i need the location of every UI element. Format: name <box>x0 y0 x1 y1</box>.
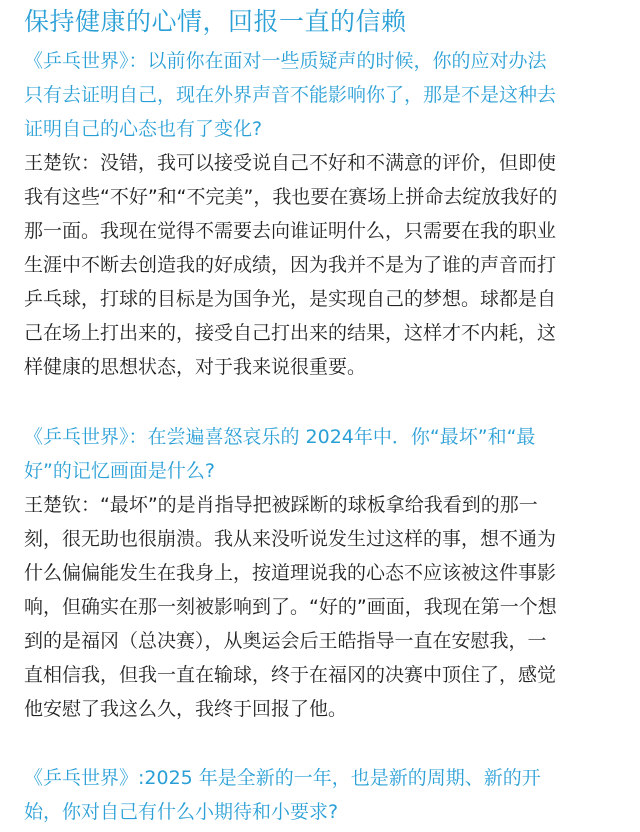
question-line: 始，你对自己有什么小期待和小要求? <box>24 801 339 823</box>
answer-line: 王楚钦：“最坏”的是肖指导把被踩断的球板拿给我看到的那一 <box>24 494 538 516</box>
answer-line: 生涯中不断去创造我的好成绩，因为我并不是为了谁的声音而打 <box>24 254 557 276</box>
answer-line: 王楚钦：没错，我可以接受说自己不好和不满意的评价，但即使 <box>24 152 557 174</box>
question-line: 证明自己的心态也有了变化? <box>24 118 263 140</box>
question-line: 好”的记忆画面是什么? <box>24 460 215 482</box>
question-line: 《乒乓世界》:2025 年是全新的一年，也是新的周期、新的开 <box>24 767 541 789</box>
question-line: 《乒乓世界》：在尝遍喜怒哀乐的 2024年中．你“最坏”和“最 <box>24 426 536 448</box>
answer-line: 响，但确实在那一刻被影响到了。“好的”画面，我现在第一个想 <box>24 596 557 618</box>
qa-section-2 <box>24 420 620 726</box>
question-1 <box>24 44 620 146</box>
question-3 <box>24 761 620 829</box>
question-line: 只有去证明自己，现在外界声音不能影响你了，那是不是这种去 <box>24 84 557 106</box>
answer-1 <box>24 146 620 384</box>
answer-line: 那一面。我现在觉得不需要去向谁证明什么，只需要在我的职业 <box>24 220 557 242</box>
article-page <box>0 2 640 832</box>
answer-line: 什么偏偏能发生在我身上，按道理说我的心态不应该被这件事影 <box>24 562 557 584</box>
answer-line: 到的是福冈（总决赛），从奥运会后王皓指导一直在安慰我，一 <box>24 630 547 652</box>
article-title: 保持健康的心情，回报一直的信赖 <box>24 7 407 36</box>
answer-line: 他安慰了我这么久，我终于回报了他。 <box>24 698 348 720</box>
answer-line: 样健康的思想状态，对于我来说很重要。 <box>24 356 367 378</box>
answer-line: 乒乓球，打球的目标是为国争光，是实现自己的梦想。球都是自 <box>24 288 557 310</box>
answer-line: 刻，很无助也很崩溃。我从来没听说发生过这样的事，想不通为 <box>24 528 557 550</box>
answer-line: 己在场上打出来的，接受自己打出来的结果，这样才不内耗，这 <box>24 322 557 344</box>
section-spacer <box>24 384 620 420</box>
answer-2 <box>24 488 620 726</box>
question-2 <box>24 420 620 488</box>
question-line: 《乒乓世界》：以前你在面对一些质疑声的时候，你的应对办法 <box>24 50 547 72</box>
qa-section-3 <box>24 761 620 829</box>
answer-line: 直相信我，但我一直在输球，终于在福冈的决赛中顶住了，感觉 <box>24 664 557 686</box>
answer-line: 我有这些“不好”和“不完美”，我也要在赛场上拼命去绽放我好的 <box>24 186 558 208</box>
qa-section-1 <box>24 44 620 384</box>
section-spacer <box>24 726 620 761</box>
